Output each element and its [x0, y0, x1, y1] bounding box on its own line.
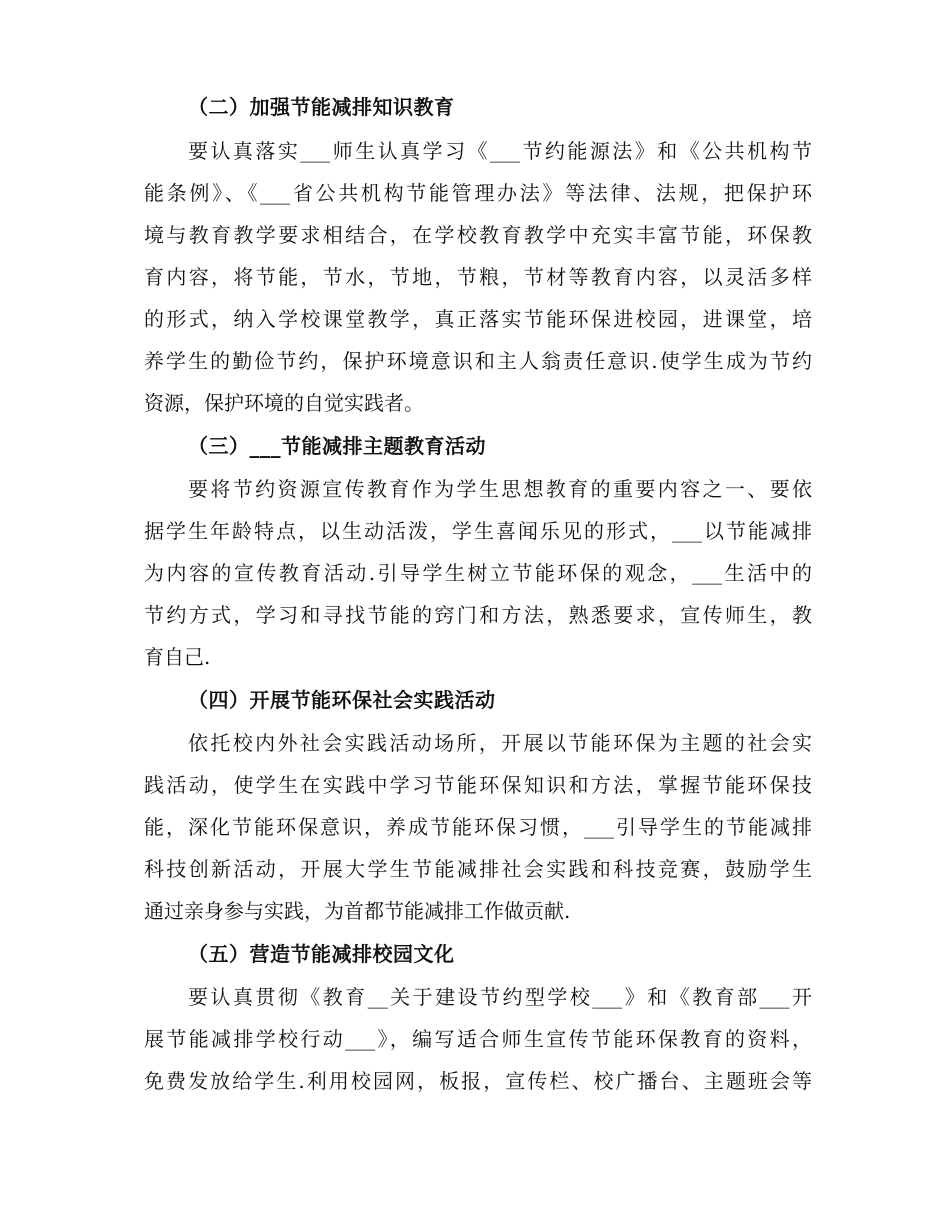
paragraph-line: 依托校内外社会实践活动场所，开展以节能环保为主题的社会实 — [188, 731, 812, 755]
paragraph-line: 境与教育教学要求相结合，在学校教育教学中充实丰富节能，环保教 — [144, 223, 812, 247]
paragraph-line: 育内容，将节能，节水，节地，节粮，节材等教育内容，以灵活多样 — [144, 265, 812, 289]
paragraph-line: 要将节约资源宣传教育作为学生思想教育的重要内容之一、要依 — [188, 477, 812, 501]
paragraph-line: 为内容的宣传教育活动.引导学生树立节能环保的观念，___生活中的 — [144, 561, 812, 585]
section-heading-4: （四）开展节能环保社会实践活动 — [188, 688, 496, 712]
paragraph-line: 育自己. — [144, 645, 211, 669]
paragraph-line: 通过亲身参与实践，为首都节能减排工作做贡献. — [144, 899, 571, 923]
section-heading-3: （三）___节能减排主题教育活动 — [188, 434, 486, 458]
section-heading-2: （二）加强节能减排知识教育 — [188, 95, 455, 119]
paragraph-line: 免费发放给学生.利用校园网，板报，宣传栏、校广播台、主题班会等 — [144, 1069, 812, 1093]
paragraph-line: 资源，保护环境的自觉实践者。 — [144, 391, 424, 415]
paragraph-line: 展节能减排学校行动___》，编写适合师生宣传节能环保教育的资料， — [144, 1027, 812, 1051]
paragraph-line: 要认真落实___师生认真学习《___节约能源法》和《公共机构节 — [188, 139, 812, 163]
paragraph-line: 能，深化节能环保意识，养成节能环保习惯，___引导学生的节能减排 — [144, 815, 812, 839]
paragraph-line: 科技创新活动，开展大学生节能减排社会实践和科技竞赛，鼓励学生 — [144, 857, 812, 881]
paragraph-line: 要认真贯彻《教育__关于建设节约型学校___》和《教育部___开 — [188, 985, 812, 1009]
paragraph-line: 践活动，使学生在实践中学习节能环保知识和方法，掌握节能环保技 — [144, 773, 812, 797]
paragraph-line: 据学生年龄特点，以生动活泼，学生喜闻乐见的形式，___以节能减排 — [144, 519, 812, 543]
paragraph-line: 养学生的勤俭节约，保护环境意识和主人翁责任意识.使学生成为节约 — [144, 349, 812, 373]
paragraph-line: 能条例》、《___省公共机构节能管理办法》等法律、法规，把保护环 — [144, 181, 812, 205]
section-heading-5: （五）营造节能减排校园文化 — [188, 942, 455, 966]
paragraph-line: 的形式，纳入学校课堂教学，真正落实节能环保进校园，进课堂，培 — [144, 307, 812, 331]
paragraph-line: 节约方式，学习和寻找节能的窍门和方法，熟悉要求，宣传师生，教 — [144, 603, 812, 627]
